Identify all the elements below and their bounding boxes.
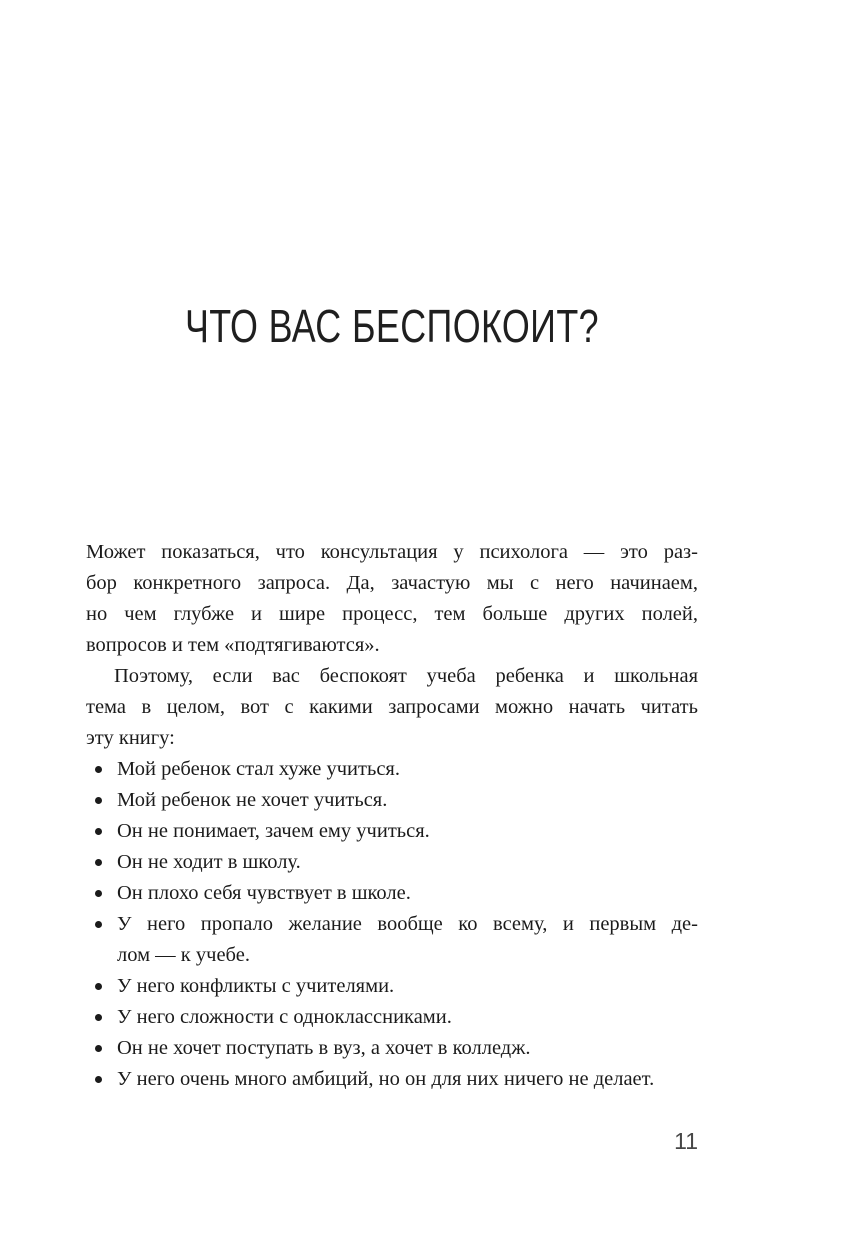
bullet-icon	[95, 1045, 102, 1052]
bullet-icon	[95, 1076, 102, 1083]
bullet-line: Он плохо себя чувствует в школе.	[117, 882, 411, 904]
bullet-icon	[95, 859, 102, 866]
bullet-item	[86, 816, 698, 847]
bullet-item	[86, 1002, 698, 1033]
paragraph-line: Может показаться, что консультация у психолога — это раз-	[86, 541, 698, 563]
chapter-title: ЧТО ВАС БЕСПОКОИТ?	[184, 300, 600, 352]
bullet-item	[86, 754, 698, 785]
paragraph-line: Поэтому, если вас беспокоят учеба ребенка и школьная	[114, 665, 698, 687]
paragraph-line: тема в целом, вот с какими запросами можно начать читать	[86, 696, 698, 718]
bullet-line: Мой ребенок не хочет учиться.	[117, 789, 388, 811]
bullet-line: Он не понимает, зачем ему учиться.	[117, 820, 430, 842]
bullet-item	[86, 878, 698, 909]
bullet-line: Мой ребенок стал хуже учиться.	[117, 758, 400, 780]
paragraph-line: эту книгу:	[86, 727, 175, 749]
paragraph-line: но чем глубже и шире процесс, тем больше других полей,	[86, 603, 698, 625]
bullet-icon	[95, 921, 102, 928]
bullet-item	[86, 1033, 698, 1064]
bullet-item	[86, 909, 698, 971]
bullet-line: У него пропало желание вообще ко всему, и первым де-	[117, 913, 698, 935]
body-text	[86, 537, 698, 1095]
bullet-item	[86, 971, 698, 1002]
bullet-icon	[95, 983, 102, 990]
bullet-icon	[95, 1014, 102, 1021]
bullet-item	[86, 1064, 698, 1095]
bullet-icon	[95, 797, 102, 804]
paragraph-line: бор конкретного запроса. Да, зачастую мы с него начинаем,	[86, 572, 698, 594]
bullet-line: У него очень много амбиций, но он для них ничего не делает.	[117, 1068, 655, 1090]
page-number: 11	[674, 1128, 698, 1154]
bullet-item	[86, 785, 698, 816]
bullet-line: Он не ходит в школу.	[117, 851, 301, 873]
bullet-item	[86, 847, 698, 878]
paragraph-line: вопросов и тем «подтягиваются».	[86, 634, 380, 656]
bullet-line: У него конфликты с учителями.	[117, 975, 395, 997]
paragraph	[86, 661, 698, 754]
bullet-icon	[95, 766, 102, 773]
bullet-line: У него сложности с одноклассниками.	[117, 1006, 452, 1028]
chapter-title-block	[86, 300, 698, 352]
bullet-icon	[95, 828, 102, 835]
bullet-line: лом — к учебе.	[117, 944, 250, 966]
paragraph	[86, 537, 698, 661]
bullet-icon	[95, 890, 102, 897]
bullet-line: Он не хочет поступать в вуз, а хочет в колледж.	[117, 1037, 531, 1059]
